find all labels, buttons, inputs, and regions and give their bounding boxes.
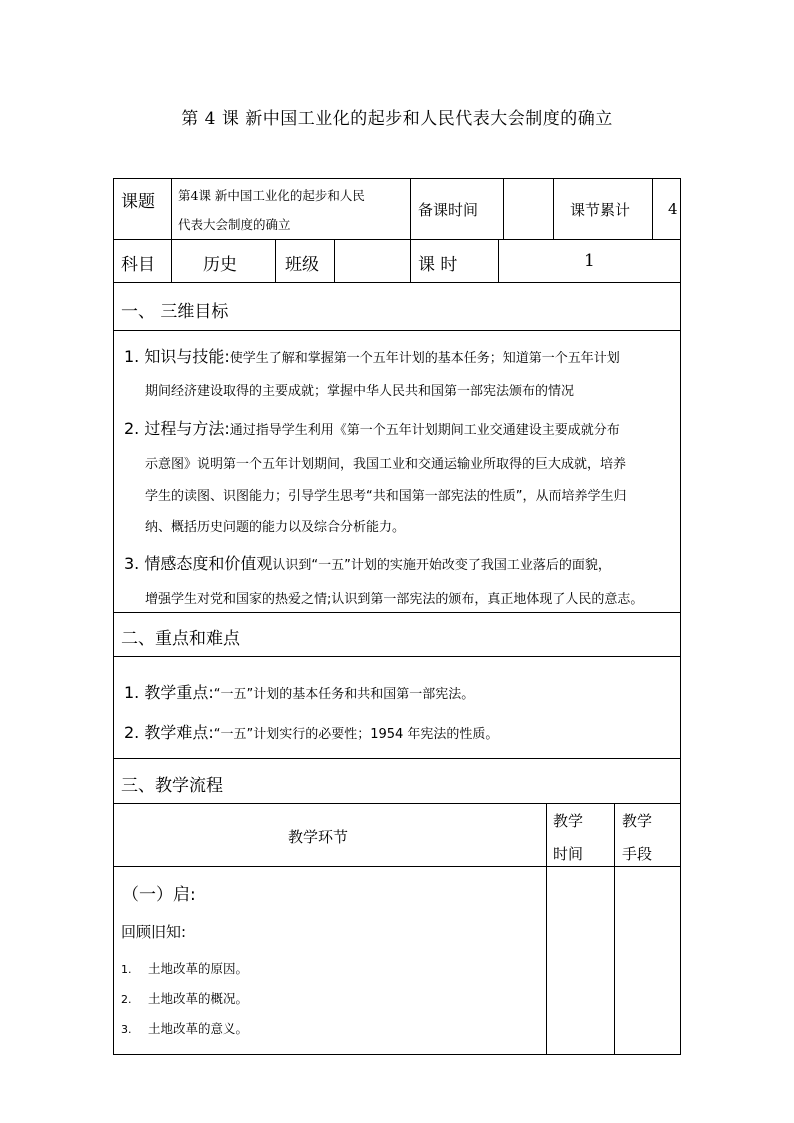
col-divider (546, 803, 547, 1055)
focus-label: 1. 教学重点: (124, 683, 214, 702)
keshi-label: 课 时 (418, 255, 458, 275)
item1-label: 1. 知识与技能: (124, 347, 230, 366)
kemu-value: 历史 (203, 255, 237, 275)
col-divider (410, 239, 411, 282)
col-divider (652, 178, 653, 239)
col-divider (498, 239, 499, 282)
keti-label: 课题 (121, 192, 155, 212)
item2-line3: 学生的读图、识图能力；引导学生思考“共和国第一部宪法的性质”，从而培养学生归 (145, 489, 627, 504)
col-header-link: 教学环节 (288, 828, 349, 846)
keti-value-line1: 第4课 新中国工业化的起步和人民 (178, 188, 365, 203)
row-divider (113, 656, 681, 657)
item3-line1 (124, 551, 611, 574)
review-item-num: 1. (121, 963, 132, 976)
row-divider (113, 803, 681, 804)
review-item-text: 土地改革的意义。 (148, 1021, 249, 1036)
col-divider (275, 239, 276, 282)
review-item-text: 土地改革的原因。 (148, 961, 249, 976)
step-heading: （一）启: (122, 885, 196, 905)
item2-text: 通过指导学生利用《第一个五年计划期间工业交通建设主要成就分布 (229, 423, 620, 438)
difficulty-row (124, 720, 498, 743)
kejie-label: 课节累计 (570, 201, 631, 219)
item2-line2: 示意图》说明第一个五年计划期间，我国工业和交通运输业所取得的巨大成就，培养 (145, 457, 627, 472)
item3-text: 认识到“一五”计划的实施开始改变了我国工业落后的面貌， (272, 558, 611, 573)
col-divider (410, 178, 411, 239)
section3-heading: 三、教学流程 (121, 776, 223, 796)
review-item (121, 1019, 248, 1037)
col-divider (334, 239, 335, 282)
kemu-label: 科目 (121, 255, 155, 275)
keti-value-line2: 代表大会制度的确立 (178, 217, 291, 232)
review-item-num: 2. (121, 993, 132, 1006)
item2-label: 2. 过程与方法: (124, 419, 230, 438)
item2-line4: 纳、概括历史问题的能力以及综合分析能力。 (145, 520, 406, 535)
row-divider (113, 612, 681, 613)
col-divider (503, 178, 504, 239)
section1-heading: 一、 三维目标 (121, 302, 229, 322)
row-divider (113, 330, 681, 331)
review-item-num: 3. (121, 1023, 132, 1036)
review-item-text: 土地改革的概况。 (148, 991, 249, 1006)
col-divider (171, 239, 172, 282)
focus-text: “一五”计划的基本任务和共和国第一部宪法。 (213, 687, 475, 702)
keshi-value: 1 (584, 251, 595, 271)
item3-line2: 增强学生对党和国家的热爱之情;认识到第一部宪法的颁布，真正地体现了人民的意志。 (145, 592, 644, 607)
row-divider (113, 239, 681, 240)
review-label: 回顾旧知: (121, 923, 187, 941)
col-header-means-2: 手段 (622, 845, 653, 863)
banji-label: 班级 (285, 255, 319, 275)
beike-label: 备课时间 (418, 201, 479, 219)
difficulty-label: 2. 教学难点: (124, 723, 214, 742)
focus-row (124, 680, 474, 703)
row-divider (113, 282, 681, 283)
item1-line1 (124, 344, 620, 367)
review-item (121, 959, 248, 977)
review-item (121, 989, 248, 1007)
difficulty-text: “一五”计划实行的必要性；1954 年宪法的性质。 (213, 727, 499, 742)
row-divider (113, 758, 681, 759)
kejie-value: 4 (668, 200, 678, 218)
row-divider (113, 866, 681, 867)
item3-label: 3. 情感态度和价值观 (124, 554, 273, 573)
col-header-means-1: 教学 (622, 812, 653, 830)
col-header-time-2: 时间 (553, 845, 584, 863)
col-divider (171, 178, 172, 239)
section2-heading: 二、重点和难点 (121, 629, 240, 649)
item2-line1 (124, 416, 620, 439)
document-title: 第 4 课 新中国工业化的起步和人民代表大会制度的确立 (181, 109, 613, 129)
col-divider (614, 803, 615, 1055)
col-header-time-1: 教学 (553, 812, 584, 830)
item1-line2: 期间经济建设取得的主要成就；掌握中华人民共和国第一部宪法颁布的情况 (145, 384, 575, 399)
col-divider (553, 178, 554, 239)
item1-text: 使学生了解和掌握第一个五年计划的基本任务；知道第一个五年计划 (229, 351, 620, 366)
